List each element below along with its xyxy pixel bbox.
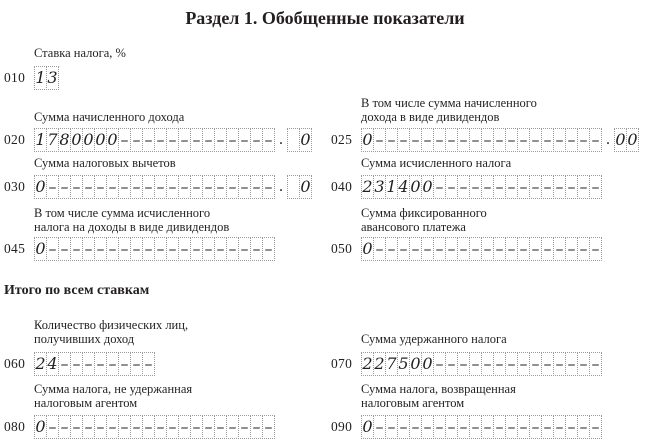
- digit-cell[interactable]: –: [553, 415, 566, 439]
- digit-cell[interactable]: –: [397, 237, 410, 261]
- digit-cell[interactable]: –: [46, 175, 59, 199]
- digit-cell[interactable]: –: [385, 415, 398, 439]
- digit-cell[interactable]: –: [142, 128, 155, 152]
- digit-cell[interactable]: –: [46, 415, 59, 439]
- field-label-010: Ставка налога, %: [34, 46, 126, 60]
- digit-cell[interactable]: –: [445, 128, 458, 152]
- digit-cell[interactable]: –: [154, 128, 167, 152]
- digit-cell[interactable]: –: [421, 415, 434, 439]
- digit-cell[interactable]: –: [190, 128, 203, 152]
- field-code-090: 090: [331, 419, 353, 434]
- digit-cell[interactable]: –: [469, 352, 482, 376]
- digit-cell[interactable]: –: [202, 237, 215, 261]
- digit-cell[interactable]: –: [262, 128, 275, 152]
- digit-cell[interactable]: –: [433, 128, 446, 152]
- digit-cell[interactable]: –: [457, 175, 470, 199]
- digit-cell[interactable]: –: [118, 128, 131, 152]
- digit-cell[interactable]: –: [409, 237, 422, 261]
- digit-cell[interactable]: –: [589, 175, 602, 199]
- digit-cell[interactable]: –: [250, 415, 263, 439]
- digit-cell[interactable]: 1: [34, 66, 47, 90]
- digit-cell[interactable]: 0: [421, 175, 434, 199]
- digit-cell[interactable]: –: [505, 175, 518, 199]
- field-label-045: В том числе сумма исчисленного налога на доходы в виде дивидендов: [34, 206, 230, 234]
- digit-cell[interactable]: –: [202, 415, 215, 439]
- digit-cell[interactable]: –: [58, 352, 71, 376]
- digit-cell[interactable]: –: [178, 415, 191, 439]
- digit-cell[interactable]: 0: [70, 128, 83, 152]
- digit-cell[interactable]: –: [190, 415, 203, 439]
- digit-cell[interactable]: –: [142, 237, 155, 261]
- digit-cell[interactable]: –: [517, 175, 530, 199]
- field-code-025: 025: [331, 132, 353, 147]
- field-label-070: Сумма удержанного налога: [361, 332, 507, 346]
- input-cells-025[interactable]: [361, 128, 639, 152]
- digit-cell[interactable]: –: [481, 128, 494, 152]
- digit-cell[interactable]: –: [469, 237, 482, 261]
- digit-cell[interactable]: –: [58, 237, 71, 261]
- digit-cell[interactable]: –: [118, 415, 131, 439]
- decimal-digit-cell[interactable]: 0: [299, 175, 312, 199]
- field-label-030: Сумма налоговых вычетов: [34, 156, 176, 170]
- field-label-050: Сумма фиксированного авансового платежа: [361, 206, 487, 234]
- digit-cell[interactable]: –: [541, 175, 554, 199]
- digit-cell[interactable]: –: [433, 175, 446, 199]
- field-code-050: 050: [331, 241, 353, 256]
- field-label-080: Сумма налога, не удержанная налоговым агентом: [34, 382, 193, 410]
- digit-cell[interactable]: –: [457, 237, 470, 261]
- digit-cell[interactable]: –: [118, 352, 131, 376]
- digit-cell[interactable]: –: [517, 128, 530, 152]
- digit-cell[interactable]: –: [457, 352, 470, 376]
- digit-cell[interactable]: –: [82, 415, 95, 439]
- digit-cell[interactable]: 2: [34, 352, 47, 376]
- digit-cell[interactable]: –: [409, 128, 422, 152]
- digit-cell[interactable]: –: [226, 175, 239, 199]
- digit-cell[interactable]: –: [106, 237, 119, 261]
- digit-cell[interactable]: –: [529, 415, 542, 439]
- digit-cell[interactable]: –: [238, 175, 251, 199]
- page-title: Раздел 1. Обобщенные показатели: [185, 8, 465, 28]
- digit-cell[interactable]: –: [130, 175, 143, 199]
- digit-cell[interactable]: –: [541, 415, 554, 439]
- digit-cell[interactable]: –: [553, 175, 566, 199]
- digit-cell[interactable]: –: [238, 237, 251, 261]
- digit-cell[interactable]: –: [94, 415, 107, 439]
- decimal-digit-cell[interactable]: 0: [299, 128, 312, 152]
- digit-cell[interactable]: –: [385, 237, 398, 261]
- field-label-060: Количество физических лиц, получивших доход: [34, 318, 189, 346]
- digit-cell[interactable]: –: [58, 175, 71, 199]
- digit-cell[interactable]: –: [421, 237, 434, 261]
- digit-cell[interactable]: –: [214, 237, 227, 261]
- digit-cell[interactable]: –: [529, 352, 542, 376]
- digit-cell[interactable]: –: [397, 128, 410, 152]
- digit-cell[interactable]: 3: [46, 66, 59, 90]
- digit-cell[interactable]: –: [469, 175, 482, 199]
- digit-cell[interactable]: –: [373, 128, 386, 152]
- digit-cell[interactable]: 0: [34, 415, 47, 439]
- field-code-040: 040: [331, 179, 353, 194]
- digit-cell[interactable]: –: [493, 415, 506, 439]
- input-cells-080[interactable]: [34, 415, 275, 439]
- digit-cell[interactable]: –: [238, 128, 251, 152]
- digit-cell[interactable]: –: [118, 175, 131, 199]
- digit-cell[interactable]: –: [589, 128, 602, 152]
- digit-cell[interactable]: –: [517, 237, 530, 261]
- digit-cell[interactable]: 1: [385, 175, 398, 199]
- decimal-digit-cell[interactable]: 0: [626, 128, 639, 152]
- digit-cell[interactable]: –: [178, 237, 191, 261]
- digit-cell[interactable]: –: [445, 415, 458, 439]
- input-cells-045[interactable]: [34, 237, 275, 261]
- digit-cell[interactable]: –: [154, 415, 167, 439]
- digit-cell[interactable]: 0: [409, 352, 422, 376]
- digit-cell[interactable]: 4: [46, 352, 59, 376]
- digit-cell[interactable]: –: [166, 237, 179, 261]
- digit-cell[interactable]: –: [166, 415, 179, 439]
- digit-cell[interactable]: –: [433, 237, 446, 261]
- input-cells-020[interactable]: [34, 128, 312, 152]
- digit-cell[interactable]: 0: [361, 128, 374, 152]
- digit-cell[interactable]: –: [202, 128, 215, 152]
- digit-cell[interactable]: 0: [361, 237, 374, 261]
- digit-cell[interactable]: –: [589, 237, 602, 261]
- field-code-045: 045: [4, 241, 26, 256]
- digit-cell[interactable]: –: [493, 237, 506, 261]
- digit-cell[interactable]: –: [154, 237, 167, 261]
- field-label-020: Сумма начисленного дохода: [34, 110, 185, 124]
- digit-cell[interactable]: –: [82, 352, 95, 376]
- digit-cell[interactable]: –: [238, 415, 251, 439]
- digit-cell[interactable]: 0: [34, 237, 47, 261]
- field-code-010: 010: [4, 70, 26, 85]
- digit-cell[interactable]: –: [457, 128, 470, 152]
- digit-cell[interactable]: –: [493, 352, 506, 376]
- digit-cell[interactable]: –: [541, 352, 554, 376]
- section-subtitle: Итого по всем ставкам: [4, 283, 150, 298]
- digit-cell[interactable]: –: [226, 128, 239, 152]
- digit-cell[interactable]: –: [589, 415, 602, 439]
- digit-cell[interactable]: –: [505, 352, 518, 376]
- input-cells-030[interactable]: [34, 175, 312, 199]
- digit-cell[interactable]: –: [214, 128, 227, 152]
- digit-cell[interactable]: –: [130, 237, 143, 261]
- digit-cell[interactable]: –: [553, 352, 566, 376]
- digit-cell[interactable]: –: [82, 175, 95, 199]
- digit-cell[interactable]: –: [529, 128, 542, 152]
- digit-cell[interactable]: 0: [361, 415, 374, 439]
- digit-cell[interactable]: 1: [34, 128, 47, 152]
- digit-cell[interactable]: –: [397, 415, 410, 439]
- digit-cell[interactable]: –: [577, 175, 590, 199]
- digit-cell[interactable]: –: [82, 237, 95, 261]
- digit-cell[interactable]: –: [577, 352, 590, 376]
- digit-cell[interactable]: –: [445, 352, 458, 376]
- field-code-070: 070: [331, 356, 353, 371]
- digit-cell[interactable]: –: [94, 352, 107, 376]
- digit-cell[interactable]: –: [565, 352, 578, 376]
- digit-cell[interactable]: –: [178, 175, 191, 199]
- digit-cell[interactable]: –: [505, 128, 518, 152]
- input-cells-090[interactable]: [361, 415, 602, 439]
- digit-cell[interactable]: –: [94, 175, 107, 199]
- digit-cell[interactable]: –: [202, 175, 215, 199]
- field-code-060: 060: [4, 356, 26, 371]
- digit-cell[interactable]: 2: [373, 352, 386, 376]
- digit-cell[interactable]: –: [46, 237, 59, 261]
- decimal-point: .: [279, 178, 283, 195]
- digit-cell[interactable]: –: [409, 415, 422, 439]
- field-code-030: 030: [4, 179, 26, 194]
- digit-cell[interactable]: –: [445, 237, 458, 261]
- digit-cell[interactable]: –: [262, 415, 275, 439]
- digit-cell[interactable]: 8: [58, 128, 71, 152]
- digit-cell[interactable]: –: [190, 237, 203, 261]
- field-code-020: 020: [4, 132, 26, 147]
- digit-cell[interactable]: –: [541, 237, 554, 261]
- field-label-090: Сумма налога, возвращенная налоговым агентом: [361, 382, 516, 410]
- digit-cell[interactable]: –: [178, 128, 191, 152]
- digit-cell[interactable]: 4: [397, 175, 410, 199]
- digit-cell[interactable]: –: [493, 128, 506, 152]
- digit-cell[interactable]: 0: [106, 128, 119, 152]
- digit-cell[interactable]: 2: [361, 352, 374, 376]
- digit-cell[interactable]: –: [577, 237, 590, 261]
- digit-cell[interactable]: 3: [373, 175, 386, 199]
- input-cells-060[interactable]: [34, 352, 155, 376]
- digit-cell[interactable]: –: [589, 352, 602, 376]
- input-cells-010[interactable]: [34, 66, 59, 90]
- digit-cell[interactable]: 7: [385, 352, 398, 376]
- digit-cell[interactable]: –: [94, 237, 107, 261]
- digit-cell[interactable]: –: [553, 128, 566, 152]
- digit-cell[interactable]: 0: [34, 175, 47, 199]
- digit-cell[interactable]: –: [373, 237, 386, 261]
- digit-cell[interactable]: –: [142, 415, 155, 439]
- digit-cell[interactable]: –: [505, 415, 518, 439]
- digit-cell[interactable]: –: [214, 415, 227, 439]
- digit-cell[interactable]: –: [190, 175, 203, 199]
- digit-cell[interactable]: –: [481, 175, 494, 199]
- digit-cell[interactable]: –: [70, 175, 83, 199]
- digit-cell[interactable]: –: [517, 352, 530, 376]
- digit-cell[interactable]: 5: [397, 352, 410, 376]
- digit-cell[interactable]: –: [541, 128, 554, 152]
- digit-cell[interactable]: –: [226, 415, 239, 439]
- digit-cell[interactable]: –: [433, 415, 446, 439]
- decimal-point: .: [606, 131, 610, 148]
- decimal-digit-cell[interactable]: 0: [614, 128, 627, 152]
- digit-cell[interactable]: –: [493, 175, 506, 199]
- digit-cell[interactable]: 0: [82, 128, 95, 152]
- digit-cell[interactable]: –: [142, 352, 155, 376]
- digit-cell[interactable]: –: [262, 175, 275, 199]
- digit-cell[interactable]: –: [250, 237, 263, 261]
- digit-cell[interactable]: –: [70, 352, 83, 376]
- field-label-040: Сумма исчисленного налога: [361, 156, 512, 170]
- digit-cell[interactable]: –: [481, 415, 494, 439]
- digit-cell[interactable]: –: [565, 415, 578, 439]
- digit-cell[interactable]: 0: [421, 352, 434, 376]
- digit-cell[interactable]: –: [154, 175, 167, 199]
- digit-cell[interactable]: –: [250, 128, 263, 152]
- digit-cell[interactable]: –: [214, 175, 227, 199]
- input-cells-040[interactable]: [361, 175, 602, 199]
- digit-cell[interactable]: –: [457, 415, 470, 439]
- digit-cell[interactable]: –: [130, 352, 143, 376]
- digit-cell[interactable]: –: [529, 237, 542, 261]
- digit-cell[interactable]: –: [517, 415, 530, 439]
- digit-cell[interactable]: –: [226, 237, 239, 261]
- digit-cell[interactable]: –: [142, 175, 155, 199]
- digit-cell[interactable]: –: [130, 128, 143, 152]
- digit-cell[interactable]: –: [106, 415, 119, 439]
- digit-cell[interactable]: 0: [409, 175, 422, 199]
- digit-cell[interactable]: –: [577, 415, 590, 439]
- digit-cell[interactable]: –: [565, 237, 578, 261]
- digit-cell[interactable]: –: [106, 352, 119, 376]
- digit-cell[interactable]: –: [385, 128, 398, 152]
- digit-cell[interactable]: –: [505, 237, 518, 261]
- decimal-point: .: [279, 131, 283, 148]
- digit-cell[interactable]: –: [166, 175, 179, 199]
- digit-cell[interactable]: 2: [361, 175, 374, 199]
- digit-cell[interactable]: –: [577, 128, 590, 152]
- input-cells-070[interactable]: [361, 352, 602, 376]
- field-label-025: В том числе сумма начисленного дохода в виде дивидендов: [361, 96, 537, 124]
- digit-cell[interactable]: –: [529, 175, 542, 199]
- field-code-080: 080: [4, 419, 26, 434]
- digit-cell[interactable]: –: [70, 415, 83, 439]
- digit-cell[interactable]: –: [565, 175, 578, 199]
- digit-cell[interactable]: –: [118, 237, 131, 261]
- digit-cell[interactable]: –: [421, 128, 434, 152]
- digit-cell[interactable]: –: [130, 415, 143, 439]
- digit-cell[interactable]: –: [58, 415, 71, 439]
- digit-cell[interactable]: –: [433, 352, 446, 376]
- digit-cell[interactable]: –: [250, 175, 263, 199]
- input-cells-050[interactable]: [361, 237, 602, 261]
- digit-cell[interactable]: –: [565, 128, 578, 152]
- digit-cell[interactable]: –: [445, 175, 458, 199]
- digit-cell[interactable]: –: [481, 237, 494, 261]
- digit-cell[interactable]: –: [262, 237, 275, 261]
- digit-cell[interactable]: –: [166, 128, 179, 152]
- digit-cell[interactable]: 0: [94, 128, 107, 152]
- digit-cell[interactable]: –: [373, 415, 386, 439]
- digit-cell[interactable]: –: [106, 175, 119, 199]
- digit-cell[interactable]: –: [481, 352, 494, 376]
- digit-cell[interactable]: –: [469, 415, 482, 439]
- digit-cell[interactable]: –: [469, 128, 482, 152]
- digit-cell[interactable]: –: [70, 237, 83, 261]
- digit-cell[interactable]: –: [553, 237, 566, 261]
- digit-cell[interactable]: 7: [46, 128, 59, 152]
